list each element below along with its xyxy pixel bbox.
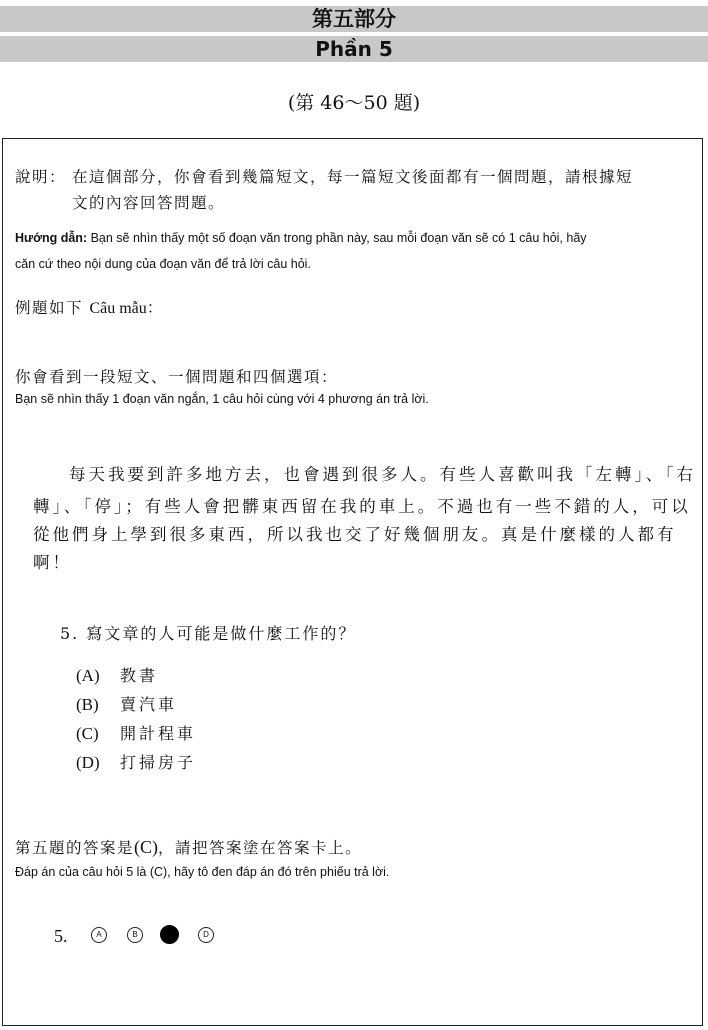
example-label [15, 295, 163, 318]
answer-zh-post: ，請把答案塗在答案卡上。 [158, 839, 363, 857]
instructions-zh-line2: 文的內容回答問題。 [72, 194, 226, 212]
instructions-vi-line2: căn cứ theo nội dung của đoạn văn để trả lời câu hỏi. [15, 257, 311, 271]
option-a-letter: (A) [76, 666, 100, 685]
instructions-zh-line1: 在這個部分，你會看到幾篇短文，每一篇短文後面都有一個問題，請根據短 [72, 168, 634, 186]
option-d-text: 打掃房子 [120, 753, 197, 772]
answer-zh [15, 836, 362, 858]
instructions-vi-line1 [15, 231, 587, 245]
example-label-zh: 例題如下 [15, 299, 84, 317]
option-a-text: 教書 [120, 666, 159, 685]
option-b-text: 賣汽車 [120, 695, 178, 714]
bubble-b[interactable]: B [127, 927, 143, 943]
instructions-vi-text1: Bạn sẽ nhìn thấy một số đoạn văn trong phần này, sau mỗi đoạn văn sẽ có 1 câu hỏi, hãy [90, 231, 587, 245]
example-intro-zh: 你會看到一段短文、一個問題和四個選項： [15, 368, 339, 386]
example-box [2, 138, 703, 1026]
option-c [76, 721, 196, 744]
question-text: 5. 寫文章的人可能是做什麼工作的？ [60, 624, 357, 643]
option-d-letter: (D) [76, 753, 100, 772]
option-c-letter: (C) [76, 724, 99, 743]
answer-zh-pre: 第五題的答案是 [15, 839, 135, 857]
option-b [76, 692, 177, 715]
question-range: (第 46～50 題) [287, 92, 421, 114]
option-b-letter: (B) [76, 695, 99, 714]
section-title-zh: 第五部分 [0, 6, 708, 32]
passage-line-2: 轉」、「停」；有些人會把髒東西留在我的車上。不過也有一些不錯的人，可以 [33, 497, 691, 516]
option-d [76, 750, 196, 773]
bubble-a[interactable]: A [91, 927, 107, 943]
bubble-c-filled[interactable] [160, 925, 179, 944]
section-title-vi: Phần 5 [0, 36, 708, 62]
passage-line-3: 從他們身上學到很多東西，所以我也交了好幾個朋友。真是什麼樣的人都有 [33, 525, 677, 544]
option-a [76, 663, 158, 686]
example-label-vi: Câu mẫu： [89, 300, 163, 317]
instructions-vi-label: Hướng dẫn: [15, 231, 88, 245]
passage-line-4: 啊！ [33, 553, 72, 572]
option-c-text: 開計程車 [120, 724, 197, 743]
answer-sheet-number: 5. [54, 926, 68, 946]
answer-vi: Đáp án của câu hỏi 5 là (C), hãy tô đen đáp án đó trên phiếu trả lời. [15, 865, 390, 879]
answer-letter: (C) [134, 837, 159, 857]
passage-line-1: 每天我要到許多地方去，也會遇到很多人。有些人喜歡叫我「左轉」、「右 [69, 465, 696, 484]
bubble-d[interactable]: D [198, 927, 214, 943]
example-intro-vi: Bạn sẽ nhìn thấy 1 đoạn văn ngắn, 1 câu hỏi cùng với 4 phương án trả lời. [15, 392, 429, 406]
instructions-zh-label: 說明： [15, 168, 67, 186]
